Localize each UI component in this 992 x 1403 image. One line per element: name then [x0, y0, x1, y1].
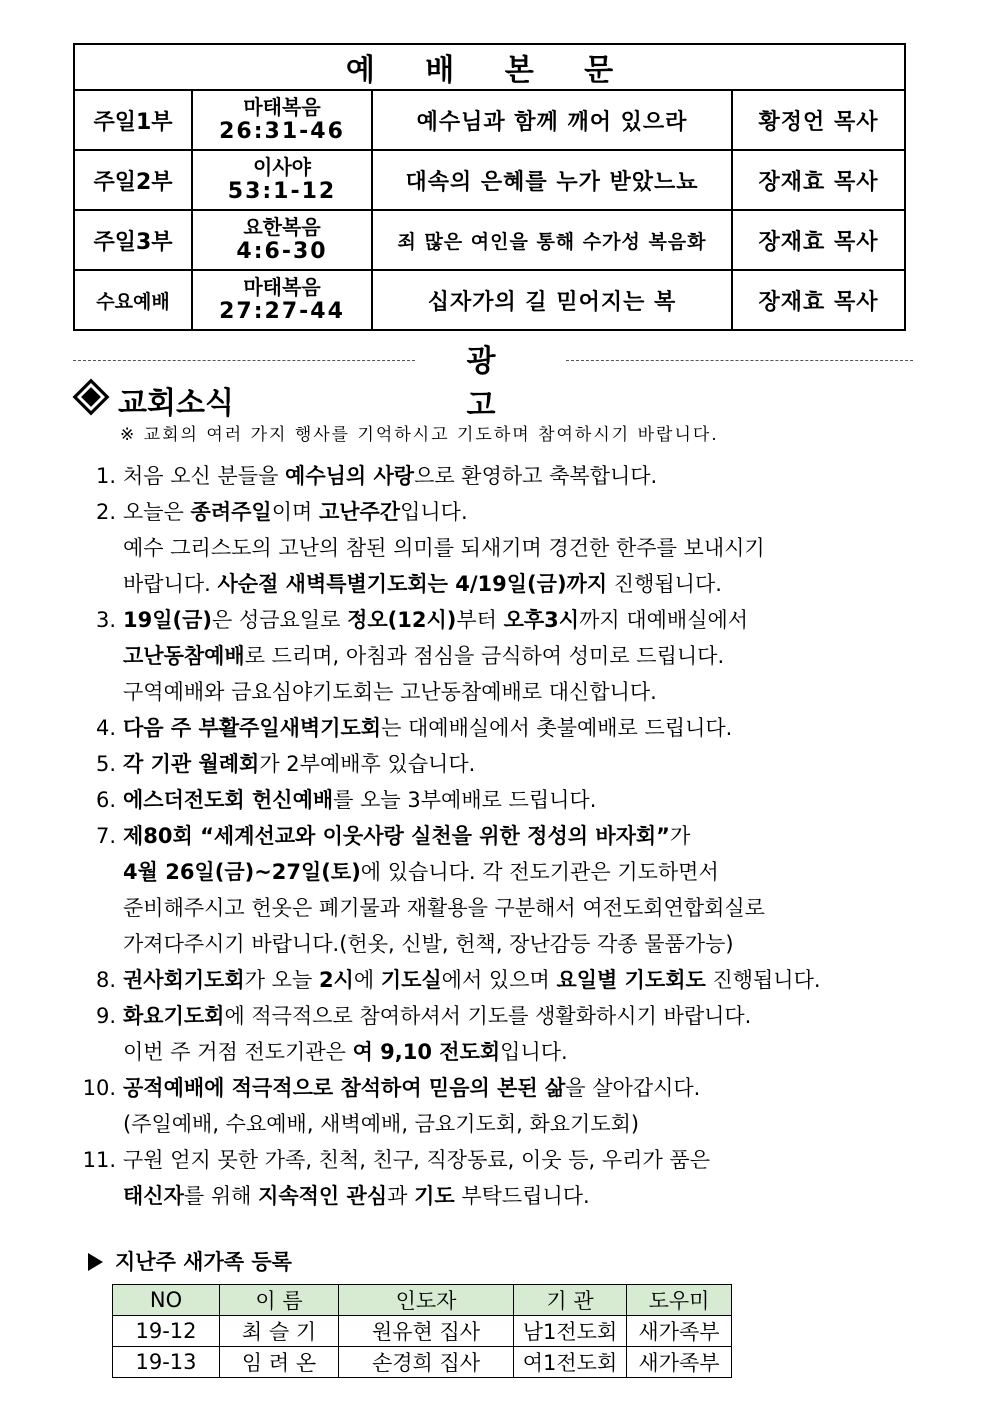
registration-table [112, 1284, 732, 1378]
news-list [72, 458, 932, 1214]
scripture-book: 요한복음 [243, 215, 321, 239]
item-text: 를 오늘 3부예배로 드립니다. [333, 788, 597, 812]
item-text-bold: 고난주간 [318, 500, 401, 524]
col-header: 기 관 [514, 1285, 627, 1316]
pastor-name: 장재효 목사 [732, 210, 905, 270]
item-text-bold: 각 기관 월례회 [123, 752, 260, 776]
item-text: 부탁드립니다. [454, 1184, 590, 1208]
list-item-continued [72, 1178, 932, 1214]
table-cell: 원유현 집사 [339, 1316, 514, 1347]
list-item [72, 710, 932, 746]
list-item [72, 494, 932, 530]
item-number: 4. [95, 716, 116, 740]
pastor-name: 장재효 목사 [732, 150, 905, 210]
worship-table-title: 예 배 본 문 [74, 44, 905, 90]
scripture-book: 마태복음 [243, 275, 321, 299]
item-text: 가 [669, 824, 691, 848]
item-text-bold: 화요기도회 [123, 1004, 225, 1028]
list-item-continued [72, 854, 932, 890]
section-heading [78, 378, 234, 422]
item-text: 오늘은 [123, 500, 191, 524]
item-text: 이번 주 거점 전도기관은 [123, 1040, 353, 1064]
item-text: 준비해주시고 헌옷은 폐기물과 재활용을 구분해서 여전도회연합회실로 [123, 896, 765, 920]
item-text: 부터 [456, 608, 504, 632]
list-item-continued [72, 566, 932, 602]
list-item-continued [72, 926, 932, 962]
table-cell: 최 슬 기 [220, 1316, 339, 1347]
col-header: 도우미 [627, 1285, 732, 1316]
sermon-title: 예수님과 함께 깨어 있으라 [372, 90, 732, 150]
list-item-continued [72, 1106, 932, 1142]
registration-heading-text: 지난주 새가족 등록 [115, 1250, 292, 1274]
table-cell: 손경희 집사 [339, 1347, 514, 1378]
item-text-bold: 공적예배에 적극적으로 참석하여 믿음의 본된 삶 [123, 1076, 566, 1100]
sermon-title: 대속의 은혜를 누가 받았느뇨 [372, 150, 732, 210]
pastor-name: 장재효 목사 [732, 270, 905, 330]
item-text: 입니다. [400, 500, 468, 524]
dashed-line-left [73, 360, 415, 361]
list-item [72, 1142, 932, 1178]
list-item-continued [72, 1034, 932, 1070]
list-item [72, 998, 932, 1034]
dashed-line-right [566, 360, 913, 361]
table-cell: 새가족부 [627, 1316, 732, 1347]
scripture-book: 이사야 [253, 155, 311, 179]
worship-row [74, 270, 905, 330]
item-text-bold: 예수님의 사랑 [285, 464, 415, 488]
list-item [72, 746, 932, 782]
worship-row [74, 210, 905, 270]
item-text-bold: 고난동참예배 [123, 644, 245, 668]
item-text-bold: 권사회기도회 [123, 968, 245, 992]
item-text-bold: 태신자 [123, 1184, 184, 1208]
worship-row [74, 150, 905, 210]
item-number: 3. [95, 608, 116, 632]
item-text: 진행됩니다. [705, 968, 821, 992]
list-item [72, 818, 932, 854]
table-cell: 임 려 온 [220, 1347, 339, 1378]
item-text: 가져다주시기 바랍니다.(헌옷, 신발, 헌책, 장난감등 각종 물품가능) [123, 932, 734, 956]
item-text: 에 적극적으로 참여하셔서 기도를 생활화하시기 바랍니다. [224, 1004, 752, 1028]
list-item [72, 1070, 932, 1106]
table-row [113, 1316, 732, 1347]
item-text-bold: 2시 [318, 968, 354, 992]
item-text: 을 살아갑시다. [565, 1076, 701, 1100]
scripture-cell [192, 90, 372, 150]
item-text: 는 대예배실에서 촛불예배로 드립니다. [381, 716, 733, 740]
item-text-bold: 4월 26일(금)~27일(토) [123, 860, 361, 884]
item-number: 10. [82, 1076, 116, 1100]
table-cell: 여1전도회 [514, 1347, 627, 1378]
item-number: 9. [95, 1004, 116, 1028]
scripture-verse: 53:1-12 [227, 179, 337, 204]
table-row [113, 1347, 732, 1378]
service-name: 주일2부 [74, 150, 192, 210]
item-text: 진행됩니다. [607, 572, 722, 596]
worship-row [74, 90, 905, 150]
item-text: 처음 오신 분들을 [123, 464, 286, 488]
announcement-title: 광 고 [466, 344, 520, 423]
list-item-continued [72, 638, 932, 674]
scripture-verse: 4:6-30 [236, 239, 328, 264]
service-name: 주일1부 [74, 90, 192, 150]
list-item-continued [72, 890, 932, 926]
item-number: 2. [95, 500, 116, 524]
item-number: 11. [82, 1148, 116, 1172]
item-text-bold: 기도 [414, 1184, 455, 1208]
scripture-cell [192, 150, 372, 210]
table-cell: 새가족부 [627, 1347, 732, 1378]
item-text: (주일예배, 수요예배, 새벽예배, 금요기도회, 화요기도회) [123, 1112, 640, 1136]
item-text: 에 있습니다. 각 전도기관은 기도하면서 [360, 860, 719, 884]
scripture-verse: 26:31-46 [219, 119, 345, 144]
scripture-book: 마태복음 [243, 95, 321, 119]
item-text: 구원 얻지 못한 가족, 친척, 친구, 직장동료, 이웃 등, 우리가 품은 [123, 1148, 710, 1172]
item-text: 를 위해 [183, 1184, 259, 1208]
col-header: 이 름 [220, 1285, 339, 1316]
scripture-verse: 27:27-44 [219, 299, 345, 324]
item-text-bold: 19일(금) [123, 608, 212, 632]
table-header-row [113, 1285, 732, 1316]
item-text: 가 오늘 [244, 968, 319, 992]
item-text: 에 [353, 968, 381, 992]
sermon-title: 죄 많은 여인을 통해 수가성 복음화 [372, 210, 732, 270]
table-cell: 19-12 [113, 1316, 220, 1347]
item-text-bold: 에스더전도회 헌신예배 [123, 788, 334, 812]
list-item-continued [72, 674, 932, 710]
service-name: 수요예배 [74, 270, 192, 330]
col-header: 인도자 [339, 1285, 514, 1316]
item-number: 1. [95, 464, 116, 488]
item-text-bold: 여 9,10 전도회 [352, 1040, 501, 1064]
item-text-bold: 지속적인 관심 [258, 1184, 388, 1208]
item-text-bold: 제80회 “세계선교와 이웃사랑 실천을 위한 정성의 바자회” [123, 824, 670, 848]
worship-table [73, 43, 906, 331]
item-text-bold: 기도실 [380, 968, 442, 992]
item-number: 7. [95, 824, 116, 848]
diamond-icon [73, 379, 110, 416]
section-note: ※ 교회의 여러 가지 행사를 기억하시고 기도하며 참여하시기 바랍니다. [120, 425, 719, 445]
item-text: 에서 있으며 [441, 968, 557, 992]
item-number: 5. [95, 752, 116, 776]
sermon-title: 십자가의 길 믿어지는 복 [372, 270, 732, 330]
item-number: 6. [95, 788, 116, 812]
scripture-cell [192, 210, 372, 270]
item-text-bold: 사순절 새벽특별기도회는 4/19일(금)까지 [217, 572, 608, 596]
item-text: 과 [387, 1184, 415, 1208]
item-text-bold: 요일별 기도회도 [556, 968, 706, 992]
pastor-name: 황정언 목사 [732, 90, 905, 150]
col-header: NO [113, 1285, 220, 1316]
table-cell: 남1전도회 [514, 1316, 627, 1347]
triangle-right-icon [88, 1253, 103, 1271]
item-text: 입니다. [500, 1040, 568, 1064]
item-text: 구역예배와 금요심야기도회는 고난동참예배로 대신합니다. [123, 680, 657, 704]
item-text-bold: 종려주일 [190, 500, 272, 524]
list-item [72, 962, 932, 998]
item-text: 로 드리며, 아침과 점심을 금식하여 성미로 드립니다. [244, 644, 725, 668]
item-text: 이며 [271, 500, 319, 524]
item-text-bold: 다음 주 부활주일새벽기도회 [123, 716, 382, 740]
section-title: 교회소식 [118, 386, 234, 421]
item-text: 까지 대예배실에서 [579, 608, 749, 632]
list-item [72, 458, 932, 494]
service-name: 주일3부 [74, 210, 192, 270]
item-text: 은 성금요일로 [212, 608, 348, 632]
list-item [72, 602, 932, 638]
list-item [72, 782, 932, 818]
item-number: 8. [95, 968, 116, 992]
item-text: 바랍니다. [123, 572, 218, 596]
item-text: 가 2부예배후 있습니다. [259, 752, 476, 776]
scripture-cell [192, 270, 372, 330]
item-text: 예수 그리스도의 고난의 참된 의미를 되새기며 경건한 한주를 보내시기 [123, 536, 765, 560]
table-cell: 19-13 [113, 1347, 220, 1378]
list-item-continued [72, 530, 932, 566]
item-text-bold: 정오(12시) [347, 608, 457, 632]
item-text: 으로 환영하고 축복합니다. [414, 464, 658, 488]
registration-heading [88, 1246, 292, 1276]
item-text-bold: 오후3시 [503, 608, 580, 632]
